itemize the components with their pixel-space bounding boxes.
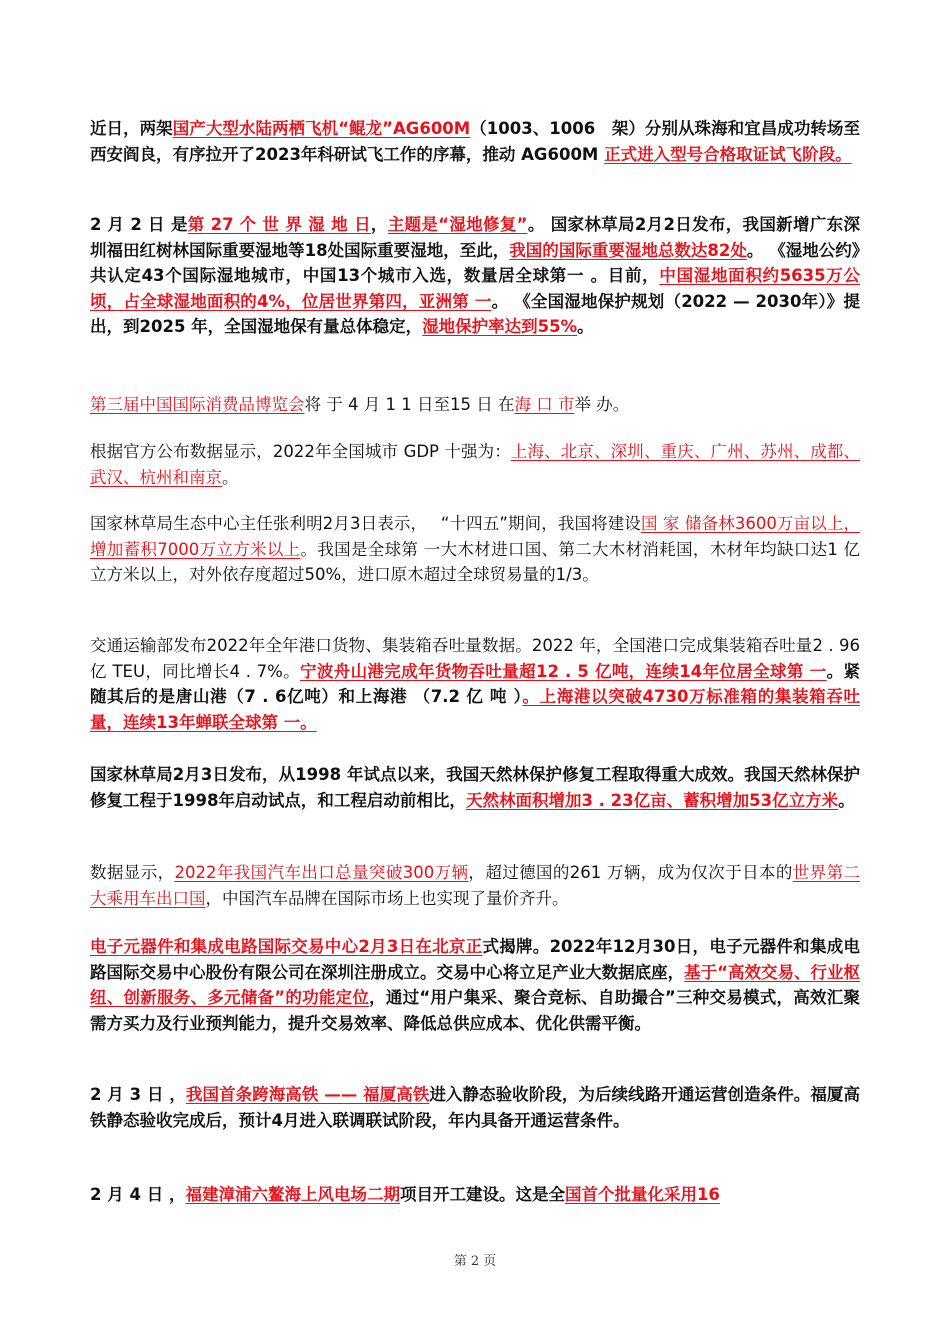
highlighted-key-fact: 第 27 个 世 界 湿 地 日 <box>187 215 371 234</box>
body-text: （1003、1006 架）分别从珠海和宜昌成功转场至西安阎良，有序拉开了2023年科研试飞工作的序幕，推动 AG600M <box>90 119 860 164</box>
paragraph-component-exchange <box>90 934 860 1036</box>
highlighted-key-fact: 宁波舟山港完成年货物吞吐量超12 . 5 亿吨，连续14年位居全球第 一 <box>300 661 827 681</box>
body-text: 。 <box>577 317 594 336</box>
body-text: 交通运输部发布2022年全年港口货物、集装箱吞吐量数据。2022 年，全国港口完成集装箱吞吐量2 . 96 亿 TEU，同比增长4 . 7%。 <box>90 636 860 681</box>
body-text: ， <box>370 215 388 234</box>
body-text: 将 于 4 月 1 1 日至15 日 在 <box>304 395 515 414</box>
body-text: 根据官方公布数据显示，2022年全国城市 GDP 十强为： <box>90 442 511 461</box>
body-text: ，通过“用户集采、聚合竞标、自助撮合”三种交易模式，高效汇聚需方买力及行业预判能力，提升交易效率、降低总供应成本、优化供需平衡。 <box>90 988 860 1033</box>
paragraph-reserve-forest <box>90 511 860 588</box>
body-text: 项目开工建设。这是全 <box>399 1185 565 1204</box>
highlighted-key-fact: 福建漳浦六鳌海上风电场二期 <box>185 1185 400 1204</box>
highlighted-key-fact: 主题是“湿地修复” <box>387 215 528 234</box>
highlighted-key-fact: 世界第二大乘用车出口国 <box>90 863 860 908</box>
body-text: 2 月 3 日 ， <box>90 1085 186 1104</box>
paragraph-offshore-wind <box>90 1182 860 1208</box>
highlighted-key-fact: 国产大型水陆两栖飞机“鲲龙”AG600M <box>172 119 471 138</box>
highlighted-key-fact: 正式进入型号合格取证试飞阶段。 <box>604 144 852 164</box>
body-text: ，超过德国的261 万辆，成为仅次于日本的 <box>468 863 793 882</box>
highlighted-key-fact: 中国湿地面积约5635万公顷，占全球湿地面积的4%，位居世界第四，亚洲第 一 <box>90 266 860 311</box>
highlighted-key-fact: 我国首条跨海高铁 —— 福厦高铁 <box>185 1085 430 1104</box>
body-text: 数据显示， <box>90 863 175 882</box>
paragraph-consumer-expo <box>90 392 860 418</box>
body-text: 举 办。 <box>574 395 630 414</box>
highlighted-key-fact: 2022年我国汽车出口总量突破300万辆 <box>174 863 469 882</box>
body-text: 。我国是全球第 一大木材进口国、第二大木材消耗国，木材年均缺口达1 亿立方米以上，对外依存度超过50%，进口原木超过全球贸易量的1/3。 <box>90 539 860 584</box>
paragraph-car-export <box>90 860 860 911</box>
body-text: 近日，两架 <box>90 119 173 138</box>
body-text: 。 国家林草局2月2日发布，我国新增广东深圳福田红树林国际重要湿地等18处国际重要湿地，至此， <box>90 215 860 260</box>
paragraph-ag600m <box>90 116 860 167</box>
body-text: 2 月 4 日 ， <box>90 1185 186 1204</box>
paragraph-fuxia-railway <box>90 1082 860 1133</box>
body-text: 国家林草局2月3日发布，从1998 年试点以来，我国天然林保护修复工程取得重大成效。我国天然林保护修复工程于1998年启动试点，和工程启动前相比， <box>90 765 860 810</box>
highlighted-key-fact: 海 口 市 <box>514 395 575 414</box>
highlighted-key-fact: 上海、北京、深圳、重庆、广州、苏州、成都、武汉、杭州和南京 <box>90 442 860 487</box>
paragraph-wetland-day <box>90 212 860 340</box>
body-text: 。 <box>838 790 855 810</box>
highlighted-key-fact: 第三届中国国际消费品博览会 <box>90 395 305 414</box>
highlighted-key-fact: 湿地保护率达到55% <box>422 317 578 336</box>
body-text: 。 <box>222 467 239 487</box>
body-text: 。 《湿地公约》共认定43个国际湿地城市，中国13个城市入选，数量居全球第一 。目前， <box>90 240 861 285</box>
paragraph-natural-forest <box>90 762 860 813</box>
highlighted-key-fact: 我国的国际重要湿地总数达82处 <box>509 240 747 260</box>
body-text: 。紧随其后的是唐山港（7 . 6亿吨）和上海港 （7.2 亿 吨 ） <box>90 661 861 706</box>
body-text: 进入静态验收阶段，为后续线路开通运营创造条件。福厦高铁静态验收完成后，预计4月进入联调联试阶段，年内具备开通运营条件。 <box>90 1085 860 1130</box>
body-text: 国家林草局生态中心主任张利明2月3日表示， “十四五”期间，我国将建设 <box>90 514 642 533</box>
highlighted-key-fact: 天然林面积增加3 . 23亿亩、蓄积增加53亿立方米 <box>465 790 839 810</box>
body-text: 式揭牌。2022年12月30日，电子元器件和集成电路国际交易中心股份有限公司在深圳注册成立。交易中心将立足产业大数据底座， <box>90 937 860 982</box>
highlighted-key-fact: 基于“高效交易、行业枢纽、创新服务、多元储备”的功能定位 <box>90 962 860 1007</box>
body-text: 2 月 2 日 是 <box>90 215 188 234</box>
highlighted-key-fact: 国首个批量化采用16 <box>564 1185 720 1204</box>
body-text: 。 《全国湿地保护规划（2022 — 2030年）》提出，到2025 年，全国湿地保有量总体稳定， <box>90 291 860 336</box>
highlighted-key-fact: 国 家 储备林3600万亩以上，增加蓄积7000万立方米以上 <box>90 514 860 559</box>
highlighted-key-fact: 电子元器件和集成电路国际交易中心2月3日在北京正 <box>90 937 483 956</box>
body-text: ，中国汽车品牌在国际市场上也实现了量价齐升。 <box>205 888 569 908</box>
page-number: 第 2 页 <box>453 1254 497 1269</box>
paragraph-port-throughput <box>90 633 860 735</box>
highlighted-key-fact: 。上海港以突破4730万标准箱的集装箱吞吐量，连续13年蝉联全球第 一。 <box>90 687 860 732</box>
paragraph-gdp-top-ten <box>90 439 860 490</box>
